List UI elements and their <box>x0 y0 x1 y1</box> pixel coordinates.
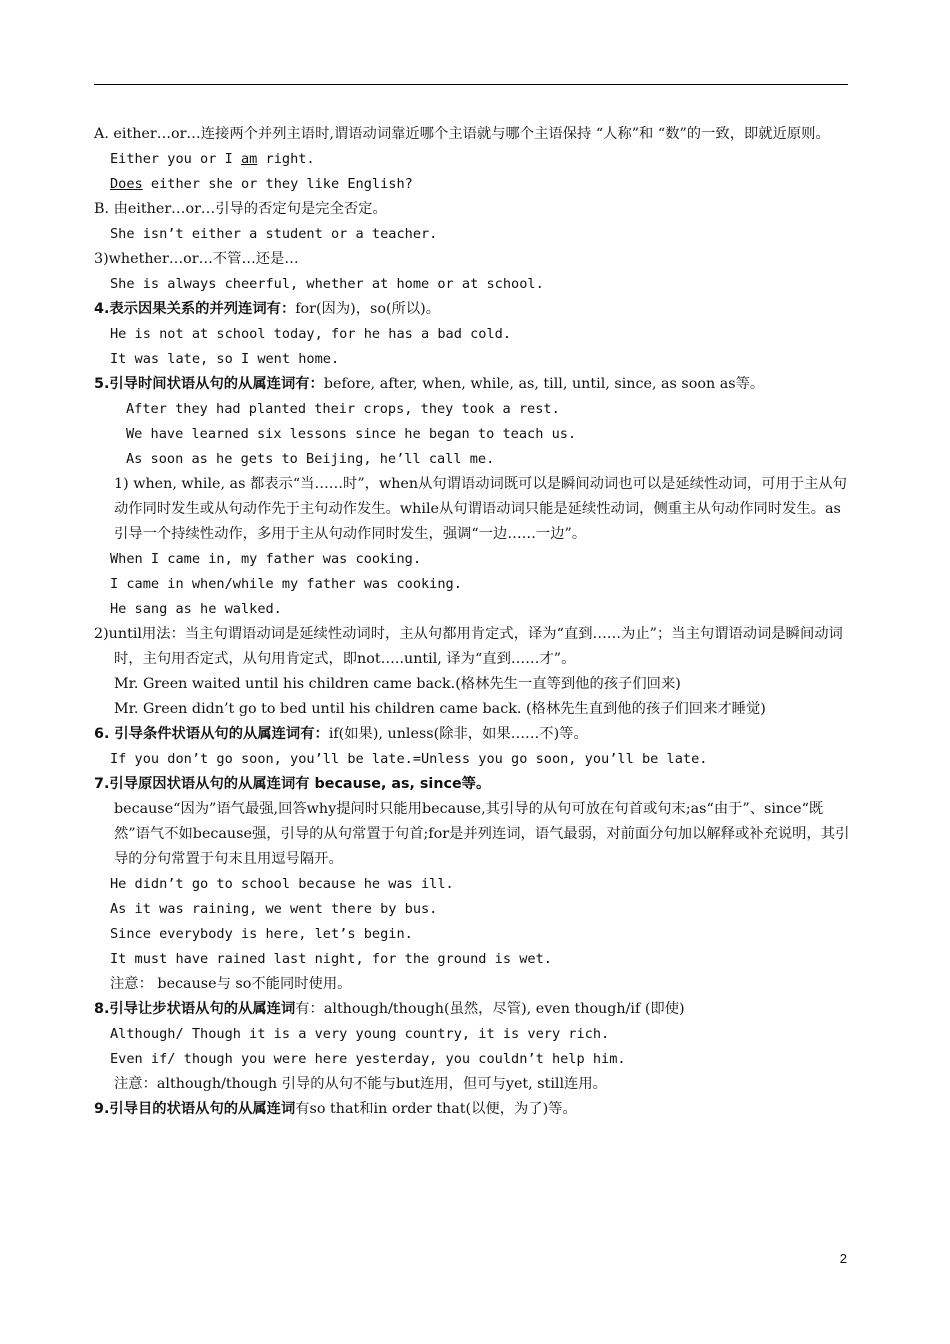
section-8-heading <box>94 997 850 1022</box>
example-unless: If you don’t go soon, you’ll be late.=Unless you go soon, you’ll be late. <box>110 751 708 767</box>
page-number: 2 <box>839 1251 847 1266</box>
section-heading-text: 有：although/though(虽然，尽管), even though/if (即使) <box>295 1001 685 1017</box>
rule-a-either-or: A. either…or…连接两个并列主语时,谓语动词靠近哪个主语就与哪个主语保持 “人称”和 “数”的一致，即就近原则。 <box>94 126 830 142</box>
example-for-reason: It must have rained last night, for the ground is wet. <box>110 951 552 967</box>
section-heading-bold: 5.引导时间状语从句的从属连词有： <box>94 376 324 392</box>
example-after: After they had planted their crops, they took a rest. <box>126 401 560 417</box>
example-does-either <box>94 172 850 197</box>
note-because-as-since: because“因为”语气最强,回答why提问时只能用because,其引导的从句可放在句首或句末;as“由于”、since“既然”语气不如because强，引导的从句常置于句首;for是并列连词，语气最弱，对前面分句加以解释或补充说明，其引导的分句常置于句末且用逗号隔开。 <box>114 801 850 867</box>
example-when: When I came in, my father was cooking. <box>110 551 421 567</box>
section-heading-text: 有so that和in order that(以便，为了)等。 <box>295 1101 577 1117</box>
section-4-heading <box>94 297 850 322</box>
document-body <box>94 122 850 1122</box>
example-since-reason: Since everybody is here, let’s begin. <box>110 926 413 942</box>
section-5-heading <box>94 372 850 397</box>
example-didnt-until: Mr. Green didn’t go to bed until his children came back. (格林先生直到他的孩子们回来才睡觉) <box>114 701 766 717</box>
example-text: either she or they like English? <box>142 176 413 192</box>
example-although: Although/ Though it is a very young country, it is very rich. <box>110 1026 610 1042</box>
example-when-while: I came in when/while my father was cooking. <box>110 576 462 592</box>
section-heading-bold: 9.引导目的状语从句的从属连词 <box>94 1101 296 1117</box>
example-text: Either you or I <box>110 151 241 167</box>
header-rule <box>94 84 848 85</box>
section-heading-bold: 4.表示因果关系的并列连词有： <box>94 301 296 317</box>
note-until: 2)until用法：当主句谓语动词是延续性动词时，主从句都用肯定式，译为“直到……为止”；当主句谓语动词是瞬间动词时，主句用否定式，从句用肯定式，即not…..until, 译为“直到……才”。 <box>94 626 843 667</box>
example-since: We have learned six lessons since he began to teach us. <box>126 426 577 442</box>
section-6-heading <box>94 722 850 747</box>
underlined-verb: Does <box>110 176 143 192</box>
note-although-but: 注意：although/though 引导的从句不能与but连用，但可与yet, still连用。 <box>114 1076 607 1092</box>
example-as: He sang as he walked. <box>110 601 282 617</box>
example-so: It was late, so I went home. <box>110 351 340 367</box>
section-9-heading <box>94 1097 850 1122</box>
example-waited-until: Mr. Green waited until his children came back.(格林先生一直等到他的孩子们回来) <box>114 676 681 692</box>
section-heading-bold: 8.引导让步状语从句的从属连词 <box>94 1001 296 1017</box>
section-heading-text: before, after, when, while, as, till, until, since, as soon as等。 <box>323 376 765 392</box>
example-either-or-am <box>94 147 850 172</box>
example-isnt-either: She isn’t either a student or a teacher. <box>110 226 438 242</box>
underlined-verb: am <box>240 151 258 167</box>
example-whether: She is always cheerful, whether at home or at school. <box>110 276 544 292</box>
rule-whether-or: 3)whether…or…不管…还是… <box>94 251 299 267</box>
example-as-soon-as: As soon as he gets to Beijing, he’ll call me. <box>126 451 495 467</box>
example-for: He is not at school today, for he has a bad cold. <box>110 326 512 342</box>
section-heading-text: for(因为)，so(所以)。 <box>295 301 441 317</box>
example-because: He didn’t go to school because he was ill. <box>110 876 454 892</box>
section-heading-text: if(如果), unless(除非，如果……不)等。 <box>328 726 588 742</box>
example-as-reason: As it was raining, we went there by bus. <box>110 901 438 917</box>
section-7-heading: 7.引导原因状语从句的从属连词有 because, as, since等。 <box>94 776 491 792</box>
note-when-while-as: 1) when, while, as 都表示“当……时”，when从句谓语动词既可以是瞬间动词也可以是延续性动词，可用于主从句动作同时发生或从句动作先于主句动作发生。while从句谓语动词只能是延续性动词，侧重主从句动作同时发生。as引导一个持续性动作，多用于主从句动作同时发生，强调“一边……一边”。 <box>114 476 847 542</box>
section-heading-bold: 6. 引导条件状语从句的从属连词有： <box>94 726 329 742</box>
example-even-if: Even if/ though you were here yesterday, you couldn’t help him. <box>110 1051 626 1067</box>
note-because-so: 注意： because与 so不能同时使用。 <box>110 976 352 992</box>
example-text: right. <box>257 151 315 167</box>
rule-b-negation: B. 由either…or…引导的否定句是完全否定。 <box>94 201 387 217</box>
